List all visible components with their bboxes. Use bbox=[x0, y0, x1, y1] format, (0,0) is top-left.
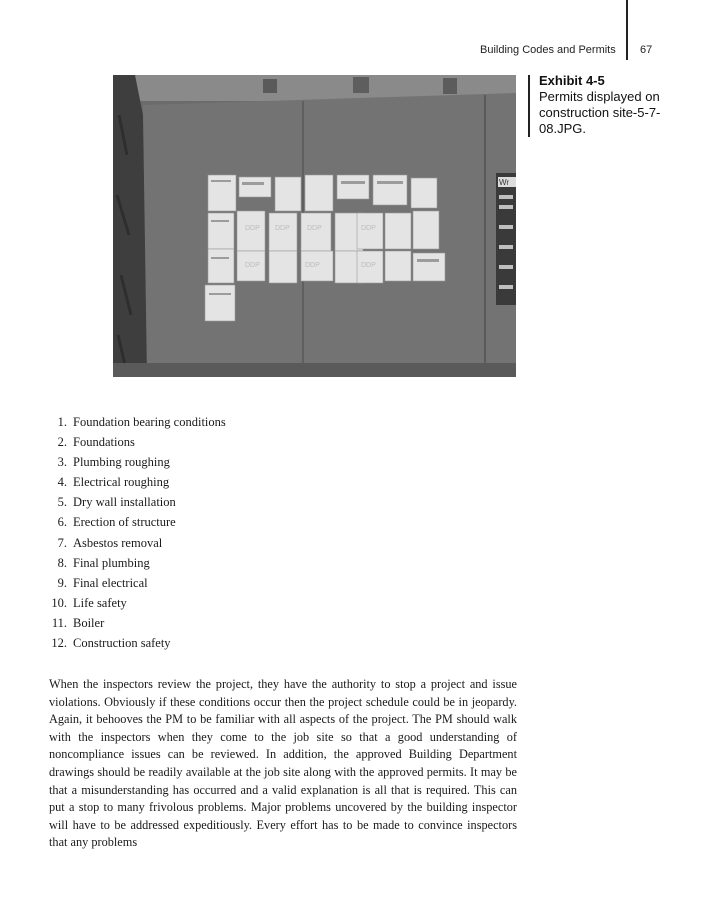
svg-text:DDP: DDP bbox=[305, 262, 320, 269]
body-paragraph: When the inspectors review the project, they have the authority to stop a project and issue violations. Obviously if these conditions occur then the project schedule could be in jeopardy. Again, it behooves the PM to be familiar with all aspects of the project. The PM should walk with the inspectors when they come to the job site so that a good understanding of noncompliance issues can be reviewed. In addition, the approved Building Department drawings should be readily available at the job site along with the approved permits. It may be that a misunderstanding has occurred and a valid explanation is all that is required. This can put a stop to many frivolous problems. Major problems uncovered by the building inspector will have to be addressed expeditiously. Every effort has to be made to convince inspectors that any problems bbox=[49, 677, 517, 850]
list-item: 1. Foundation bearing conditions bbox=[57, 415, 226, 429]
sign-letters: Wr bbox=[499, 178, 510, 187]
list-item: 9. Final electrical bbox=[57, 575, 148, 590]
list-item: 4. Electrical roughing bbox=[57, 475, 170, 490]
sign-board bbox=[496, 173, 516, 305]
list-item: 7. Asbestos removal bbox=[57, 535, 163, 550]
svg-text:DDP: DDP bbox=[275, 225, 290, 232]
running-head-title: Building Codes and Permits bbox=[480, 44, 616, 56]
inspection-list bbox=[40, 412, 226, 653]
exhibit-label: Exhibit 4-5 bbox=[539, 73, 605, 88]
list-item: 12. Construction safety bbox=[51, 636, 171, 651]
caption-rule bbox=[528, 75, 530, 137]
svg-text:DDP: DDP bbox=[245, 225, 260, 232]
list-item: 10. Life safety bbox=[51, 595, 127, 610]
header-rule bbox=[626, 0, 628, 60]
list-item: 11. Boiler bbox=[51, 615, 105, 630]
list-item: 5. Dry wall installation bbox=[57, 495, 176, 510]
figure-caption bbox=[539, 72, 699, 137]
page-number: 67 bbox=[640, 44, 653, 56]
list-item: 3. Plumbing roughing bbox=[57, 455, 170, 470]
svg-text:DDP: DDP bbox=[245, 262, 260, 269]
list-item: 8. Final plumbing bbox=[57, 555, 150, 570]
construction-site-photo bbox=[113, 75, 516, 377]
svg-text:DDP: DDP bbox=[307, 225, 322, 232]
list-item: 2. Foundations bbox=[57, 435, 135, 450]
list-item: 6. Erection of structure bbox=[57, 515, 176, 530]
svg-text:DDP: DDP bbox=[361, 225, 376, 232]
caption-text: Permits displayed on construction site-5-7-08.JPG. bbox=[539, 89, 661, 136]
svg-text:DDP: DDP bbox=[361, 262, 376, 269]
